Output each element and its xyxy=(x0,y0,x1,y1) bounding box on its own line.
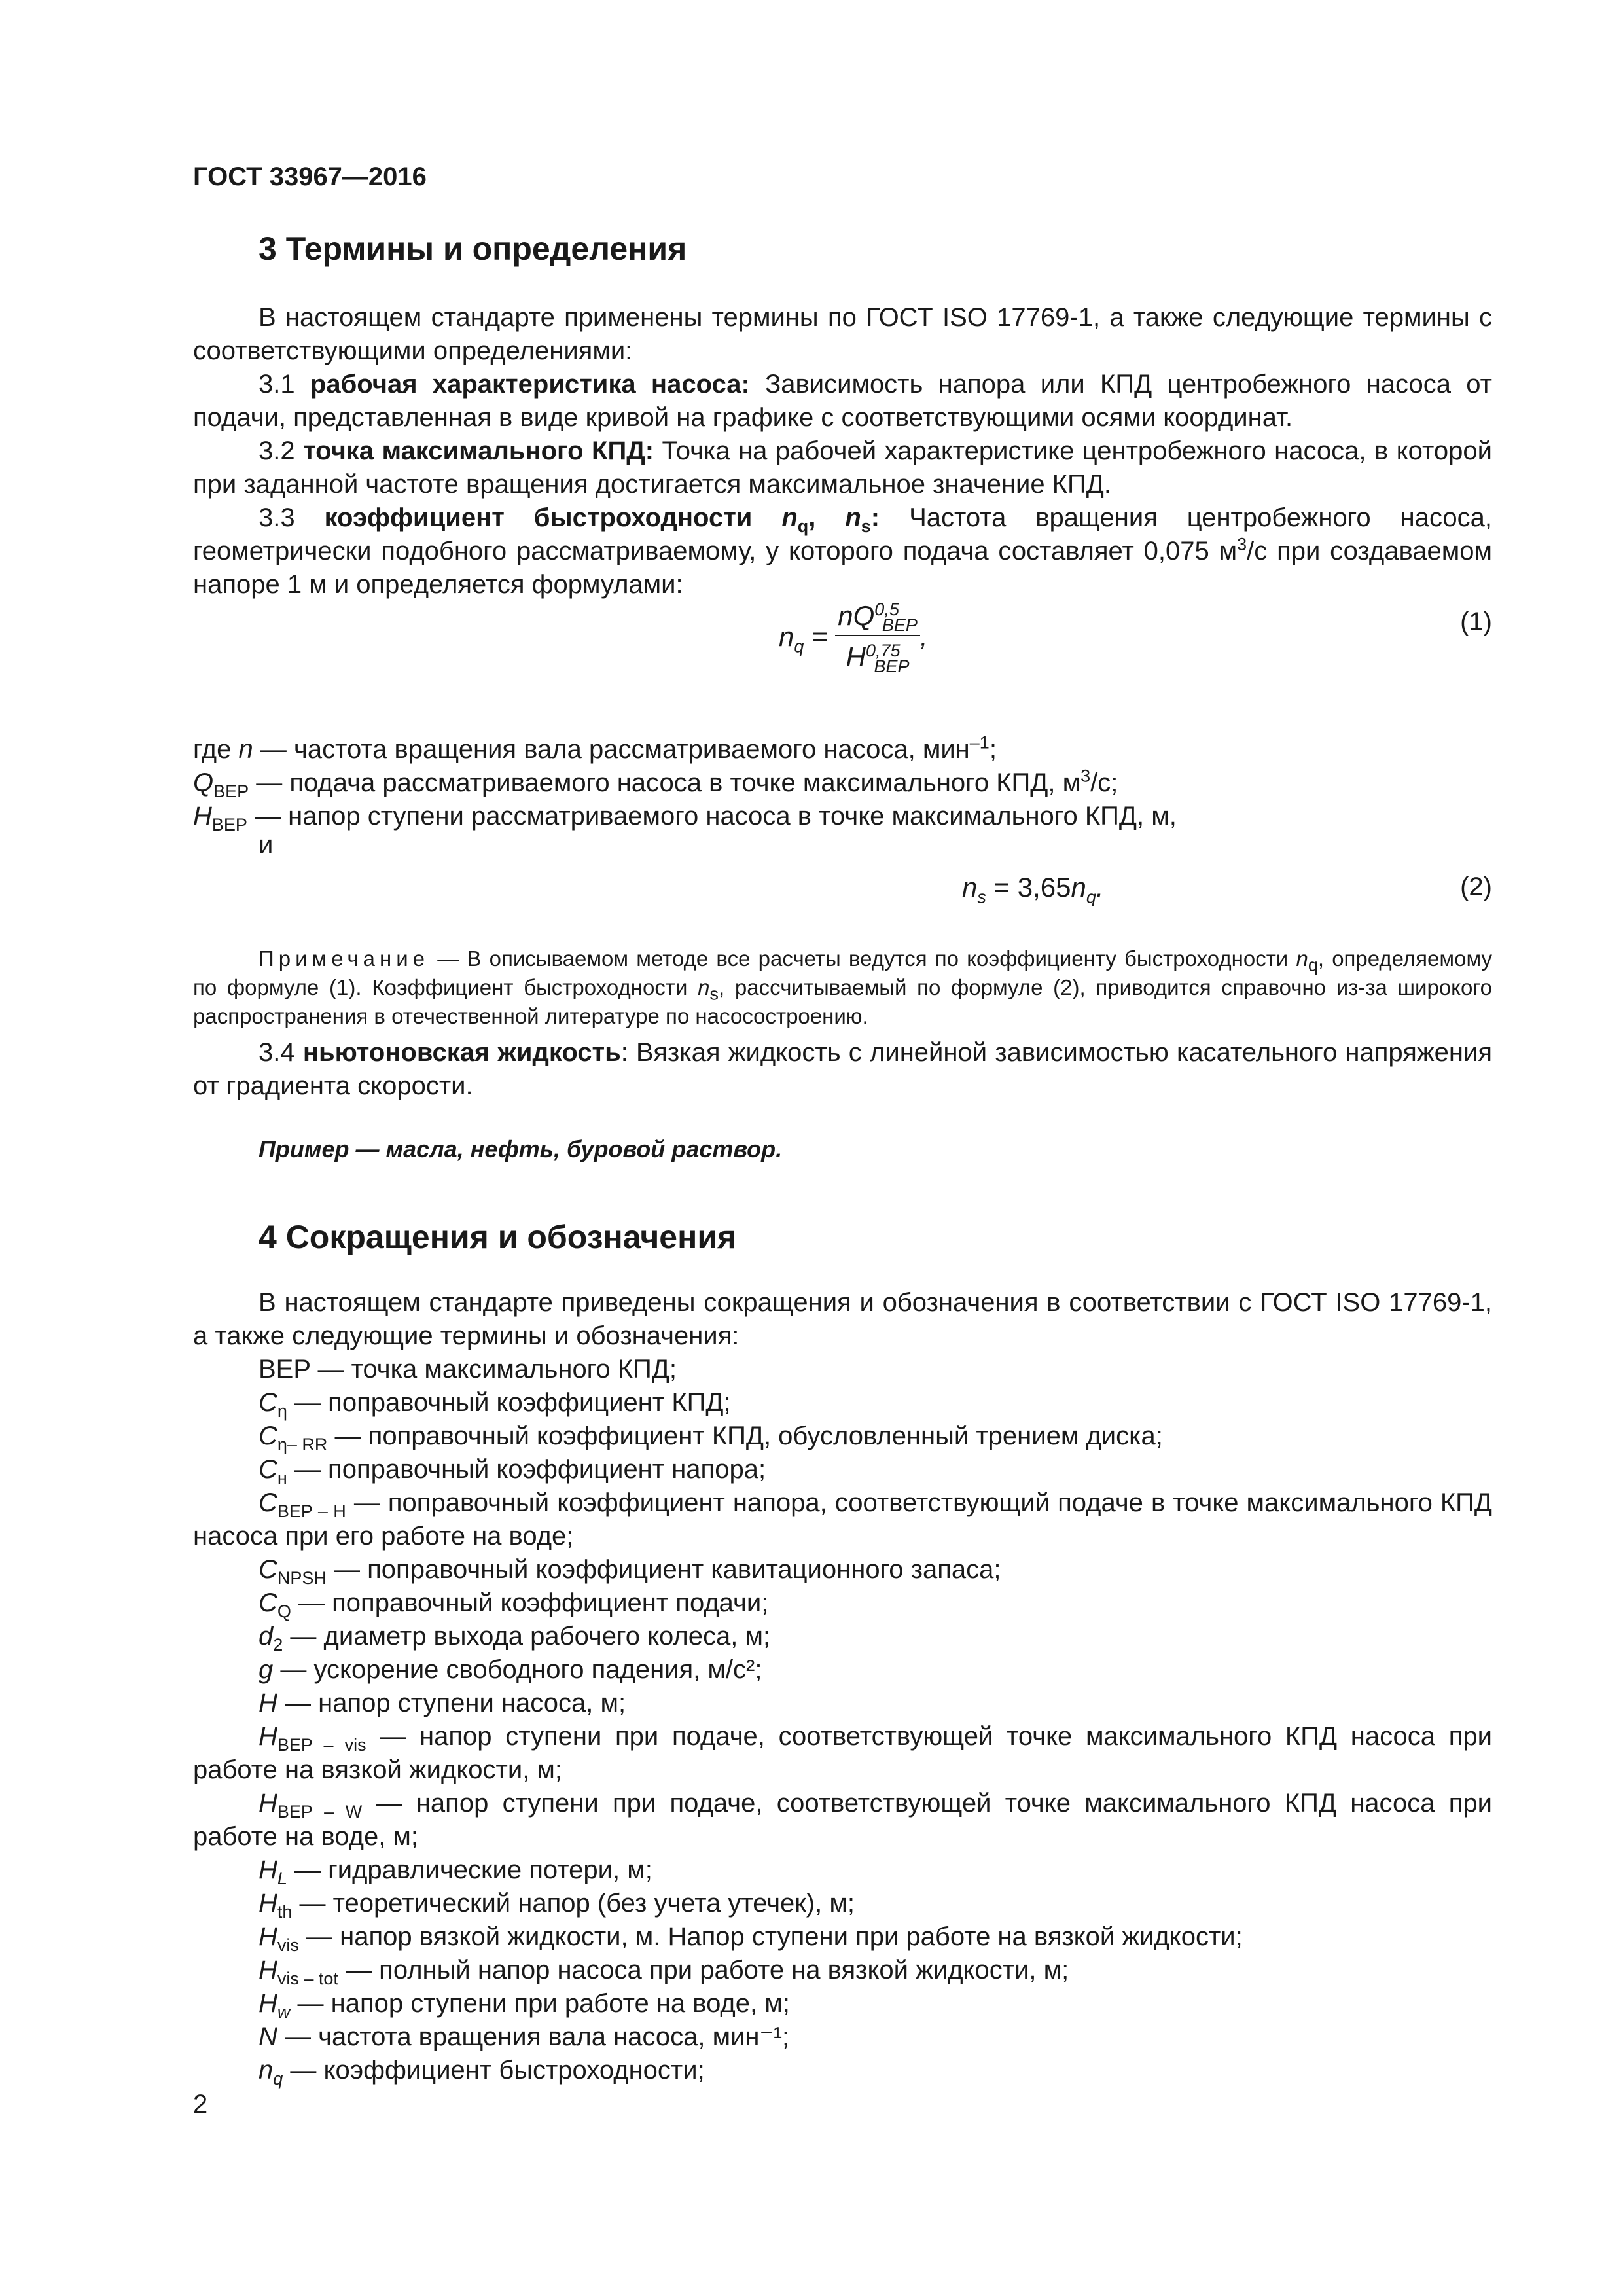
note: Примечание — В описываемом методе все расчеты ведутся по коэффициенту быстроходности $n_q$, определяемому по формуле (1). Коэффициент быстроходности $n_s$, рассчитываемый по формуле (2), приводится справочно из-за широкого распространения в отечественной литературе по насосостроению. xyxy=(193,946,1493,1028)
list-item: H — напор ступени насоса, м; xyxy=(259,1689,626,1717)
term-3-1-name: рабочая характеристика насоса: xyxy=(310,370,750,399)
term-3-2-definition: Точка на рабочей характеристике центробежного насоса, в которой при заданной частоте вращения достигается максимальное значение КПД. xyxy=(193,437,1492,499)
section-4-title: 4 Сокращения и обозначения xyxy=(259,1219,737,1255)
list-item: $H_w$ — напор ступени при работе на воде, м; xyxy=(259,1989,790,2022)
term-3-2: 3.2 точка максимального КПД: Точка на рабочей характеристике центробежного насоса, в которой при заданной частоте вращения достигается максимальное значение КПД. xyxy=(193,437,1492,499)
list-item: $H_L$ — гидравлические потери, м; xyxy=(259,1856,652,1888)
term-3-3: 3.3 коэффициент быстроходности $n_q$, $n_s$: Частота вращения центробежного насоса, геометрически подобного рассматриваемому, у которого подача составляет 0,075 $м^3/с$ при создаваемом напоре 1 м и определяется формулами: xyxy=(193,503,1493,599)
section-3-title: 3 Термины и определения xyxy=(259,230,687,267)
document-header: ГОСТ 33967—2016 xyxy=(193,162,427,191)
list-item: $H_{vis - tot}$ — полный напор насоса при работе на вязкой жидкости, м; xyxy=(259,1956,1069,1988)
list-item: $H_{BEP - W}$ — напор ступени при подаче, соответствующей точке максимального КПД насоса при работе на воде, м; xyxy=(193,1789,1492,1851)
example: Пример — масла, нефть, буровой раствор. xyxy=(259,1136,783,1162)
term-3-1-definition: Зависимость напора или КПД центробежного насоса от подачи, представленная в виде кривой на графике с соответствующими осями координат. xyxy=(193,370,1492,432)
symbols-list xyxy=(193,1353,1492,2087)
list-item: $C_\eta$ — поправочный коэффициент КПД; xyxy=(259,1388,731,1421)
list-item: $d_2$ — диаметр выхода рабочего колеса, м; xyxy=(259,1622,771,1655)
list-item: g — ускорение свободного падения, м/с²; xyxy=(259,1655,762,1684)
formula-1: $n_q$ = $\frac{nQ^{0,5}_{BEP}}{H^{0,75}_{BEP}}$ , xyxy=(779,600,928,677)
list-item: $C_н$ — поправочный коэффициент напора; xyxy=(259,1455,766,1488)
where-q: $Q_{BEP}$ — подача рассматриваемого насоса в точке максимального КПД, $м^3/с$; xyxy=(193,766,1118,801)
equation-number-1: (1) xyxy=(1460,607,1492,636)
note-label: Примечание xyxy=(259,946,430,971)
section-4-intro: В настоящем стандарте приведены сокращения и обозначения в соответствии с ГОСТ ISO 17769-1, а также следующие термины и обозначения: xyxy=(193,1288,1492,1350)
where-h: $H_{BEP}$ — напор ступени рассматриваемого насоса в точке максимального КПД, м, xyxy=(193,802,1177,834)
list-item: $C_{\eta- RR}$ — поправочный коэффициент КПД, обусловленный трением диска; xyxy=(259,1422,1163,1454)
where-n: где n — частота вращения вала рассматриваемого насоса, мин$^{-1}$; xyxy=(193,732,997,764)
list-item: $H_{th}$ — теоретический напор (без учета утечек), м; xyxy=(259,1889,855,1922)
formula-2: $n_s = 3,65n_q$. xyxy=(962,872,1104,907)
term-3-4: 3.4 ньютоновская жидкость: Вязкая жидкость с линейной зависимостью касательного напряжения от градиента скорости. xyxy=(193,1038,1492,1100)
term-3-2-name: точка максимального КПД: xyxy=(303,437,654,465)
term-3-1: 3.1 рабочая характеристика насоса: Зависимость напора или КПД центробежного насоса от подачи, представленная в виде кривой на графике с соответствующими осями координат. xyxy=(193,370,1492,432)
and-word: и xyxy=(259,831,274,859)
list-item: $C_{NPSH}$ — поправочный коэффициент кавитационного запаса; xyxy=(259,1555,1001,1588)
document-page xyxy=(193,0,1492,2296)
list-item: $H_{BEP - vis}$ — напор ступени при подаче, соответствующей точке максимального КПД насоса при работе на вязкой жидкости, м; xyxy=(193,1722,1492,1784)
list-item: $n_q$ — коэффициент быстроходности; xyxy=(259,2056,705,2089)
section-3-intro: В настоящем стандарте применены термины по ГОСТ ISO 17769-1, а также следующие термины с соответствующими определениями: xyxy=(193,303,1492,365)
list-item: $C_{BEP - H}$ — поправочный коэффициент напора, соответствующий подаче в точке максимального КПД насоса при его работе на воде; xyxy=(193,1488,1492,1551)
equation-number-2: (2) xyxy=(1460,872,1492,901)
term-3-4-definition: Вязкая жидкость с линейной зависимостью касательного напряжения от градиента скорости. xyxy=(193,1038,1492,1100)
list-item: N — частота вращения вала насоса, мин⁻¹; xyxy=(259,2022,790,2051)
term-3-3-definition-a: Частота вращения центробежного насоса, геометрически подобного рассматриваемому, у которого подача составляет 0,075 м xyxy=(193,503,1493,565)
page-number: 2 xyxy=(193,2090,208,2119)
term-3-4-name: ньютоновская жидкость xyxy=(302,1038,621,1067)
term-3-3-definition-b: /с при создаваемом напоре 1 м и определяется формулами: xyxy=(193,537,1493,599)
term-3-3-name: коэффициент быстроходности xyxy=(324,503,753,532)
list-item: BEP — точка максимального КПД; xyxy=(259,1355,677,1384)
list-item: $H_{vis}$ — напор вязкой жидкости, м. Напор ступени при работе на вязкой жидкости; xyxy=(259,1922,1243,1955)
list-item: $C_Q$ — поправочный коэффициент подачи; xyxy=(259,1588,769,1621)
